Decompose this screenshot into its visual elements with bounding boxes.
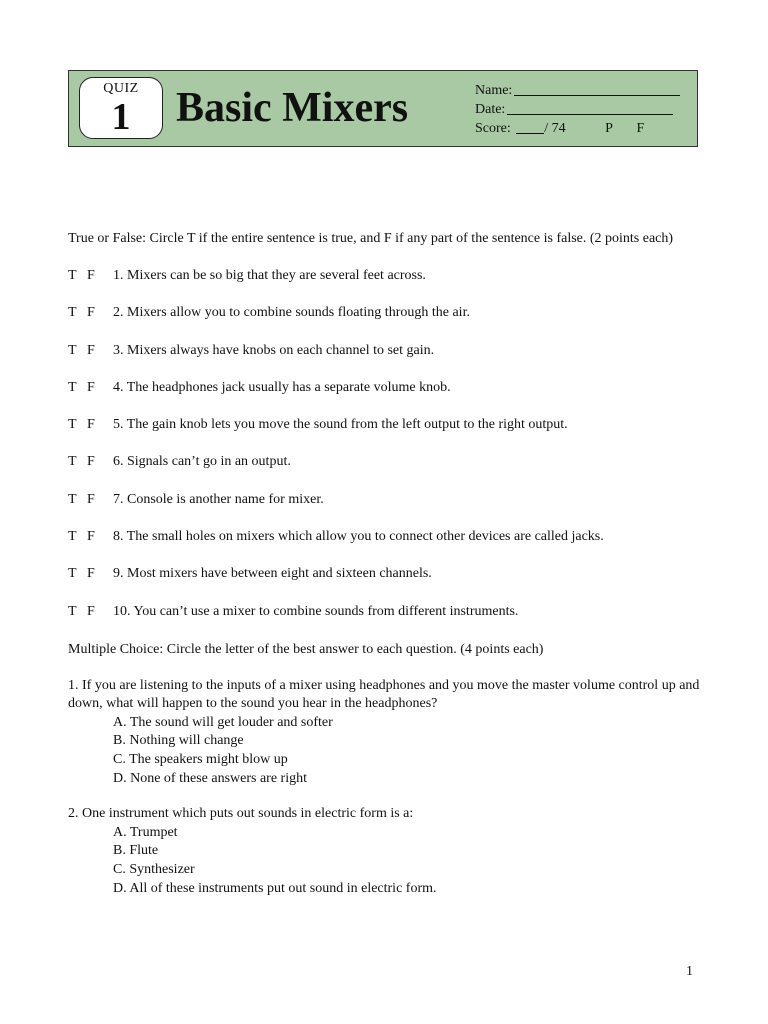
question-stem: 1. If you are listening to the inputs of a mixer using headphones and you move the master volume control up and down, what will happen to the sound you hear in the headphones? <box>68 677 700 712</box>
false-option[interactable]: F <box>87 417 95 433</box>
page-number: 1 <box>686 964 693 979</box>
true-false-question: 8. The small holes on mixers which allow you to connect other devices are called jacks. <box>113 529 604 545</box>
true-option[interactable]: T <box>68 454 77 470</box>
pass-mark[interactable]: P <box>605 121 613 136</box>
true-false-item <box>68 303 708 323</box>
true-false-item <box>68 378 708 398</box>
multiple-choice-question <box>68 805 708 898</box>
quiz-body <box>68 229 708 898</box>
student-info <box>475 81 680 138</box>
true-false-item <box>68 527 708 547</box>
true-false-question: 5. The gain knob lets you move the sound from the left output to the right output. <box>113 417 568 433</box>
name-label: Name: <box>475 83 513 98</box>
true-false-instructions: True or False: Circle T if the entire sentence is true, and F if any part of the sentence is false. (2 points each) <box>68 231 674 246</box>
answer-option[interactable]: D. None of these answers are right <box>113 770 307 786</box>
true-false-item <box>68 490 708 510</box>
score-total: / 74 <box>544 121 566 136</box>
true-false-item <box>68 341 708 361</box>
true-option[interactable]: T <box>68 603 77 619</box>
score-field[interactable] <box>516 119 544 134</box>
true-false-question: 1. Mixers can be so big that they are several feet across. <box>113 268 426 283</box>
answer-option[interactable]: D. All of these instruments put out sound in electric form. <box>113 880 437 896</box>
answer-option[interactable]: B. Flute <box>113 843 159 859</box>
true-false-question: 7. Console is another name for mixer. <box>113 491 324 507</box>
true-option[interactable]: T <box>68 529 77 545</box>
true-false-item <box>68 266 708 286</box>
true-false-question: 2. Mixers allow you to combine sounds floating through the air. <box>113 305 470 321</box>
answer-option[interactable]: A. Trumpet <box>113 824 178 840</box>
quiz-header <box>68 70 698 147</box>
false-option[interactable]: F <box>87 491 95 507</box>
true-false-question: 4. The headphones jack usually has a separate volume knob. <box>113 379 451 395</box>
name-row <box>475 81 680 100</box>
true-option[interactable]: T <box>68 491 77 507</box>
false-option[interactable]: F <box>87 268 95 283</box>
multiple-choice-list <box>68 677 708 899</box>
score-label: Score: <box>475 121 511 136</box>
false-option[interactable]: F <box>87 454 95 470</box>
name-field[interactable] <box>514 81 680 96</box>
false-option[interactable]: F <box>87 305 95 321</box>
quiz-label: QUIZ <box>103 81 139 96</box>
true-option[interactable]: T <box>68 566 77 582</box>
false-option[interactable]: F <box>87 379 95 395</box>
true-false-question: 9. Most mixers have between eight and sixteen channels. <box>113 566 432 582</box>
date-row <box>475 100 680 119</box>
false-option[interactable]: F <box>87 342 95 358</box>
quiz-number-badge <box>79 77 163 139</box>
true-false-item <box>68 602 708 622</box>
true-false-question: 3. Mixers always have knobs on each channel to set gain. <box>113 342 435 358</box>
page-title: Basic Mixers <box>176 85 409 131</box>
score-row <box>475 119 680 138</box>
false-option[interactable]: F <box>87 529 95 545</box>
question-stem: 2. One instrument which puts out sounds in electric form is a: <box>68 806 414 822</box>
true-false-item <box>68 564 708 584</box>
answer-option[interactable]: A. The sound will get louder and softer <box>113 714 333 730</box>
false-option[interactable]: F <box>87 566 95 582</box>
date-field[interactable] <box>507 100 673 115</box>
multiple-choice-question <box>68 677 708 789</box>
fail-mark[interactable]: F <box>636 121 645 136</box>
true-option[interactable]: T <box>68 379 77 395</box>
multiple-choice-instructions: Multiple Choice: Circle the letter of the best answer to each question. (4 points each) <box>68 641 544 657</box>
true-false-question: 6. Signals can’t go in an output. <box>113 454 291 470</box>
true-option[interactable]: T <box>68 417 77 433</box>
true-option[interactable]: T <box>68 268 77 283</box>
true-false-list <box>68 266 708 622</box>
date-label: Date: <box>475 102 506 117</box>
true-option[interactable]: T <box>68 305 77 321</box>
true-option[interactable]: T <box>68 342 77 358</box>
true-false-question: 10. You can’t use a mixer to combine sounds from different instruments. <box>113 603 519 619</box>
answer-option[interactable]: C. Synthesizer <box>113 862 195 878</box>
true-false-item <box>68 452 708 472</box>
false-option[interactable]: F <box>87 603 95 619</box>
answer-option[interactable]: C. The speakers might blow up <box>113 752 288 768</box>
true-false-item <box>68 415 708 435</box>
quiz-number: 1 <box>111 96 131 138</box>
answer-option[interactable]: B. Nothing will change <box>113 733 244 749</box>
